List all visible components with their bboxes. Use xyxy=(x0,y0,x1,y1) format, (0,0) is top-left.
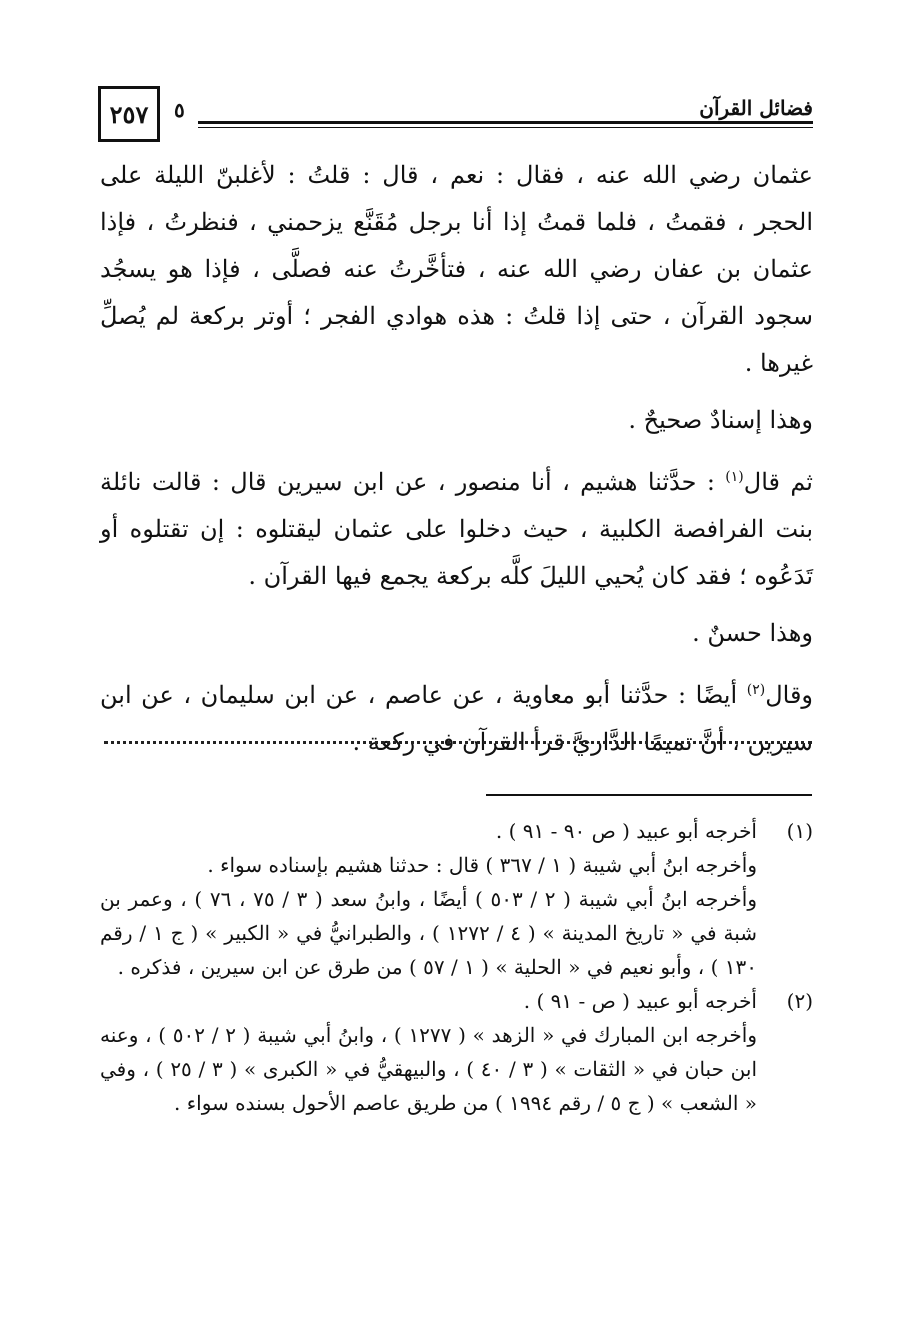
footnote-line: أخرجه أبو عبيد ( ص ٩٠ - ٩١ ) . xyxy=(495,819,757,843)
dotted-separator xyxy=(104,741,812,744)
footnote-line: وأخرجه ابنُ أبي شيبة ( ١ / ٣٦٧ ) قال : حدثنا هشيم بإسناده سواء . xyxy=(207,853,757,877)
footnote-ref-1: (١) xyxy=(725,469,744,485)
paragraph-2: وهذا إسنادٌ صحيحٌ . xyxy=(628,406,813,434)
footnote-line: وأخرجه ابنُ أبي شيبة ( ٢ / ٥٠٣ ) أيضًا ، وابنُ سعد ( ٣ / ٧٥ ، ٧٦ ) ، وعمر بن شبة في « تاريخ المدينة » ( ٤ / ١٢٧٢ ) ، والطبرانيُّ في « الكبير » ( ج ١ / رقم ١٣٠ ) ، وأبو نعيم في « الحلية » ( ١ / ٥٧ ) من طرق عن ابن سيرين ، فذكره . xyxy=(100,887,758,979)
page-number-box xyxy=(98,86,160,142)
paragraph-3-rest: : حدَّثنا هشيم ، أنا منصور ، عن ابن سيرين قال : قالت xyxy=(151,468,726,496)
header-rule-thin xyxy=(198,127,813,128)
paragraph-1: عثمان رضي الله عنه ، فقال : نعم ، قال : قلتُ : لأغلبنّ الليلة على الحجر ، فقمتُ ، فلما قمتُ إذا أنا برجل مُقَنَّع يزحمني ، فنظرتُ ، فإذا عثمان بن عفان رضي الله عنه ، فتأخَّرتُ عنه فصلَّى ، فإذا هو يسجُد سجود القرآن ، حتى إذا قلتُ : هذه هوادي الفجر ؛ أوتر بركعة لم يُصلِّ غيرها . xyxy=(100,161,813,377)
header-rule-thick xyxy=(198,121,813,124)
footnote-body xyxy=(100,814,757,984)
paragraph-4: وهذا حسنٌ . xyxy=(692,619,813,647)
footnote-2 xyxy=(100,984,813,1120)
paragraph-5 xyxy=(100,667,813,766)
header-bullet: ٥ xyxy=(174,98,185,122)
footnotes xyxy=(100,814,813,1120)
footnote-number: (٢) xyxy=(786,989,813,1013)
footnote-number: (١) xyxy=(786,819,813,843)
footnote-rule xyxy=(486,794,812,796)
page-number: ٢٥٧ xyxy=(109,99,149,129)
footnote-ref-2: (٢) xyxy=(746,682,766,698)
footnote-body xyxy=(100,984,757,1120)
footnote-line: أخرجه أبو عبيد ( ص - ٩١ ) . xyxy=(523,989,757,1013)
paragraph-3-prefix: ثم قال xyxy=(743,468,813,496)
paragraph-3 xyxy=(100,454,813,600)
paragraph-5-mid: أيضًا xyxy=(686,681,747,709)
running-header-title: فضائل القرآن xyxy=(699,96,813,120)
footnote-1 xyxy=(100,814,813,984)
footnote-line: وأخرجه ابن المبارك في « الزهد » ( ١٢٧٧ ) ، وابنُ أبي شيبة ( ٢ / ٥٠٢ ) ، وعنه ابن حبان في « الثقات » ( ٣ / ٤٠ ) ، والبيهقيُّ في « الكبرى » ( ٣ / ٢٥ ) ، وفي « الشعب » ( ج ٥ / رقم ١٩٩٤ ) من طريق عاصم الأحول بسنده سواء . xyxy=(100,1023,758,1115)
paragraph-5-body: : حدَّثنا أبو معاوية ، عن عاصم ، عن ابن سليمان ، عن ابن سيرين ، أنَّ تميمًا الدَّاريَّ قرأ القرآن في ركعة . xyxy=(100,681,813,756)
paragraph-5-prefix: وقال xyxy=(765,681,813,709)
main-text xyxy=(100,152,813,766)
paragraph-3-body: نائلة بنت الفرافصة الكلبية ، حيث دخلوا على عثمان ليقتلوه : إن تقتلوه أو تَدَعُوه ؛ فقد كان يُحيي الليلَ كلَّه بركعة يجمع فيها القرآن . xyxy=(100,468,813,590)
